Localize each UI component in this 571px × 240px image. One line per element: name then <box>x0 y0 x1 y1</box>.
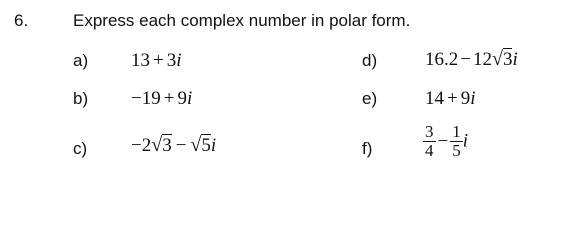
item-d-expression <box>425 48 518 71</box>
item-b-label: b) <box>73 89 89 108</box>
item-e-coef: 9 <box>460 88 471 109</box>
item-f-operator: − <box>437 130 449 152</box>
item-f-denominator-2: 5 <box>452 141 461 160</box>
item-f-unit: i <box>462 130 468 152</box>
item-a-coef: 3 <box>166 50 177 71</box>
item-f-fraction-1 <box>423 124 436 159</box>
item-d-unit: i <box>512 49 518 70</box>
item-c-radicand-1: 3 <box>162 135 172 156</box>
item-b-unit: i <box>186 88 193 109</box>
item-c-coef: −2 <box>131 135 152 156</box>
item-d-coef: 12 <box>472 49 492 70</box>
item-a-operator: + <box>153 50 164 71</box>
item-b-operator: + <box>163 88 175 109</box>
item-c-radical-1: √3 <box>151 134 172 156</box>
item-e-operator: + <box>447 88 458 109</box>
item-c-radicand-2: 5 <box>201 135 211 156</box>
item-b-expression <box>131 88 192 110</box>
item-a-real: 13 <box>131 50 150 71</box>
item-f-numerator-2: 1 <box>452 122 461 141</box>
item-f-label: f) <box>362 139 373 158</box>
item-f-numerator-1: 3 <box>425 122 434 141</box>
item-e-real: 14 <box>425 88 444 109</box>
item-a-unit: i <box>176 50 182 71</box>
item-d-radicand: 3 <box>502 49 513 70</box>
item-a-expression <box>131 50 182 72</box>
item-e-unit: i <box>470 88 476 109</box>
item-c-label: c) <box>73 139 88 158</box>
item-c-radical-2: √5 <box>190 134 211 156</box>
item-c-unit: i <box>210 135 217 156</box>
item-a-label: a) <box>73 51 89 70</box>
item-d-radical: √3 <box>491 48 513 70</box>
item-b-coef: 9 <box>177 88 187 109</box>
item-f-expression <box>423 124 468 159</box>
item-c-expression <box>131 134 216 157</box>
item-c-operator: − <box>175 135 187 156</box>
item-e-expression <box>425 88 476 110</box>
item-f-denominator-1: 4 <box>425 141 434 160</box>
item-e-label: e) <box>362 89 378 108</box>
item-f-fraction-2 <box>450 124 463 159</box>
item-d-label: d) <box>362 51 378 70</box>
item-d-operator: − <box>460 49 471 70</box>
item-d-real: 16.2 <box>425 49 459 70</box>
item-b-real: −19 <box>131 88 161 109</box>
problem-instruction: Express each complex number in polar form. <box>73 11 411 30</box>
problem-number: 6. <box>14 11 29 30</box>
